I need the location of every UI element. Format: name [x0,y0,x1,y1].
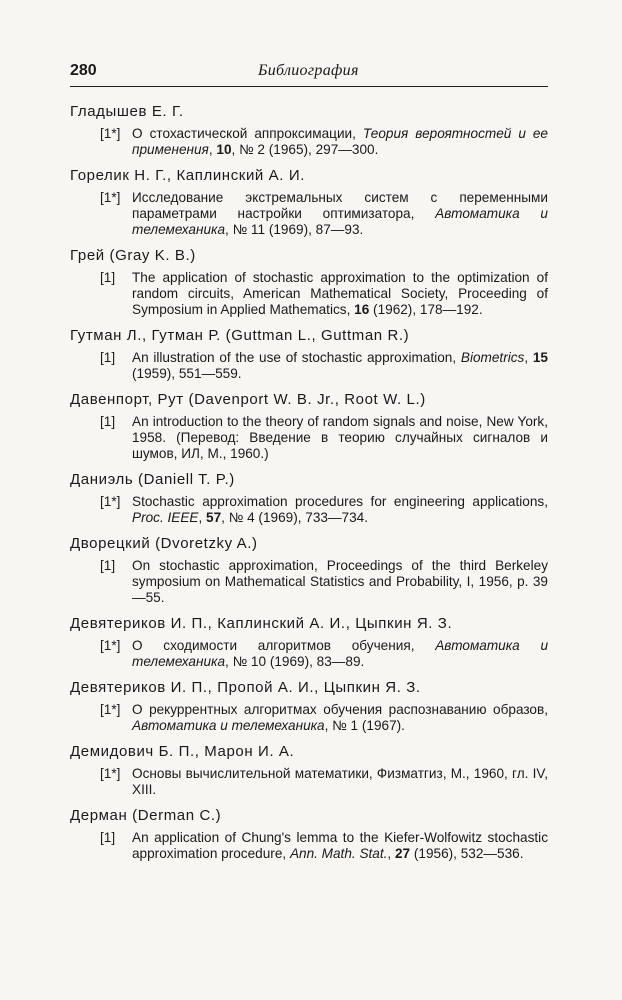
entry-reference [70,702,548,734]
reference-title: On stochastic approximation, Proceedings of the third Berkeley symposium on Mathematical Statistics and Probability, I, 1956, p. 39—55. [132,558,548,605]
entry-reference [70,638,548,670]
entry-author: Демидович Б. П., Марон И. А. [70,743,295,760]
entry-reference [70,270,548,318]
reference-marker: [1*] [100,126,121,141]
entry-author: Девятериков И. П., Пропой А. И., Цыпкин Я. З. [70,679,421,696]
bibliography-entry [70,614,548,670]
reference-journal: Proc. IEEE [132,510,199,525]
bibliography-entry [70,102,548,158]
reference-title: An illustration of the use of stochastic approximation, [132,350,461,365]
reference-volume: 27 [394,846,411,861]
reference-details: (1956), 532—536. [410,846,524,861]
entry-author: Даниэль (Daniell T. P.) [70,471,235,488]
reference-marker: [1] [100,350,116,365]
bibliography-entry [70,470,548,526]
reference-marker: [1] [100,270,116,285]
reference-marker: [1*] [100,702,121,717]
reference-journal: Автоматика и телемеханика [132,718,325,733]
reference-title: О стохастической аппроксимации, [132,126,363,141]
bibliography-entry [70,326,548,382]
reference-volume: 10 [216,142,232,157]
bibliography-entry [70,678,548,734]
entry-reference: [1*] Stochastic approximation procedures for engineering applications, Proc. IEEE, 57, № 4 (1969), 733—734. [100,494,548,525]
bibliography-entry [70,534,548,606]
entry-reference [70,558,548,606]
reference-marker: [1*] [100,494,121,509]
reference-title: An application of Chung's lemma to the Kiefer-Wolfowitz stochastic approximation procedure, [132,830,548,861]
entry-author: Дворецкий (Dvoretzky A.) [70,535,258,552]
entry-reference: [1] An application of Chung's lemma to the Kiefer-Wolfowitz stochastic approximation procedure, Ann. Math. Stat., 27 (1956), 532—536. [100,830,548,861]
reference-marker: [1*] [100,190,121,205]
bibliography-entry [70,390,548,462]
entry-author: Гладышев Е. Г. [70,103,184,120]
entry-author: Давенпорт, Рут (Davenport W. B. Jr., Root W. L.) [70,391,426,408]
reference-journal: Автоматика и телемеханика [132,638,548,669]
reference-details: , № 1 (1967). [324,718,405,733]
reference-volume: 16 [354,302,370,317]
bibliography-entry [70,742,548,798]
bibliography-entry [70,246,548,318]
reference-title: О рекуррентных алгоритмах обучения распознаванию образов, [132,702,548,717]
entry-reference [70,766,548,798]
running-title: Библиография [258,62,359,79]
reference-marker: [1] [100,558,116,573]
reference-details: , № 10 (1969), 83—89. [225,654,365,669]
page-header [70,60,548,87]
entry-reference: [1] An illustration of the use of stochastic approximation, Biometrics, 15 (1959), 551—559. [100,350,548,381]
reference-title: The application of stochastic approximation to the optimization of random circuits, American Mathematical Society, Proceeding of Symposium in Applied Mathematics, [132,270,548,317]
reference-marker: [1] [100,830,116,845]
entry-author: Девятериков И. П., Каплинский А. И., Цыпкин Я. З. [70,615,453,632]
reference-journal: Теория вероятностей и ее применения [132,126,548,157]
reference-journal: Автоматика и телемеханика [132,206,548,237]
entry-author: Гутман Л., Гутман Р. (Guttman L., Guttman R.) [70,327,410,344]
bibliography-entry [70,806,548,862]
reference-journal: Ann. Math. Stat. [289,846,388,861]
reference-details: , № 2 (1965), 297—300. [231,142,379,157]
entry-author: Горелик Н. Г., Каплинский А. И. [70,167,305,184]
reference-journal: Biometrics [460,350,525,365]
reference-details: (1959), 551—559. [132,366,242,381]
reference-details: , № 11 (1969), 87—93. [225,222,364,237]
reference-volume: 57 [206,510,222,525]
reference-title: An introduction to the theory of random signals and noise, New York, 1958. (Перевод: Введение в теорию случайных сигналов и шумов, ИЛ, М., 1960.) [132,414,548,461]
entry-reference [70,414,548,462]
reference-details: (1962), 178—192. [369,302,483,317]
bibliography-entry [70,166,548,238]
entry-author: Дерман (Derman C.) [70,807,222,824]
page-number: 280 [70,62,97,79]
bibliography-list [70,102,548,870]
reference-title: О сходимости алгоритмов обучения, [132,638,436,653]
reference-details: , № 4 (1969), 733—734. [221,510,369,525]
entry-author: Грей (Gray K. B.) [70,247,196,264]
reference-marker: [1*] [100,766,121,781]
reference-title: Stochastic approximation procedures for engineering applications, [132,494,548,509]
entry-reference [70,190,548,238]
reference-volume: 15 [532,350,548,365]
reference-marker: [1*] [100,638,121,653]
reference-marker: [1] [100,414,116,429]
entry-reference: [1*] О стохастической аппроксимации, Теория вероятностей и ее применения, 10, № 2 (1965), 297—300. [100,126,548,157]
reference-title: Основы вычислительной математики, Физматгиз, М., 1960, гл. IV, XIII. [132,766,548,797]
reference-title: Исследование экстремальных систем с переменными параметрами настройки оптимизатора, [132,190,548,221]
